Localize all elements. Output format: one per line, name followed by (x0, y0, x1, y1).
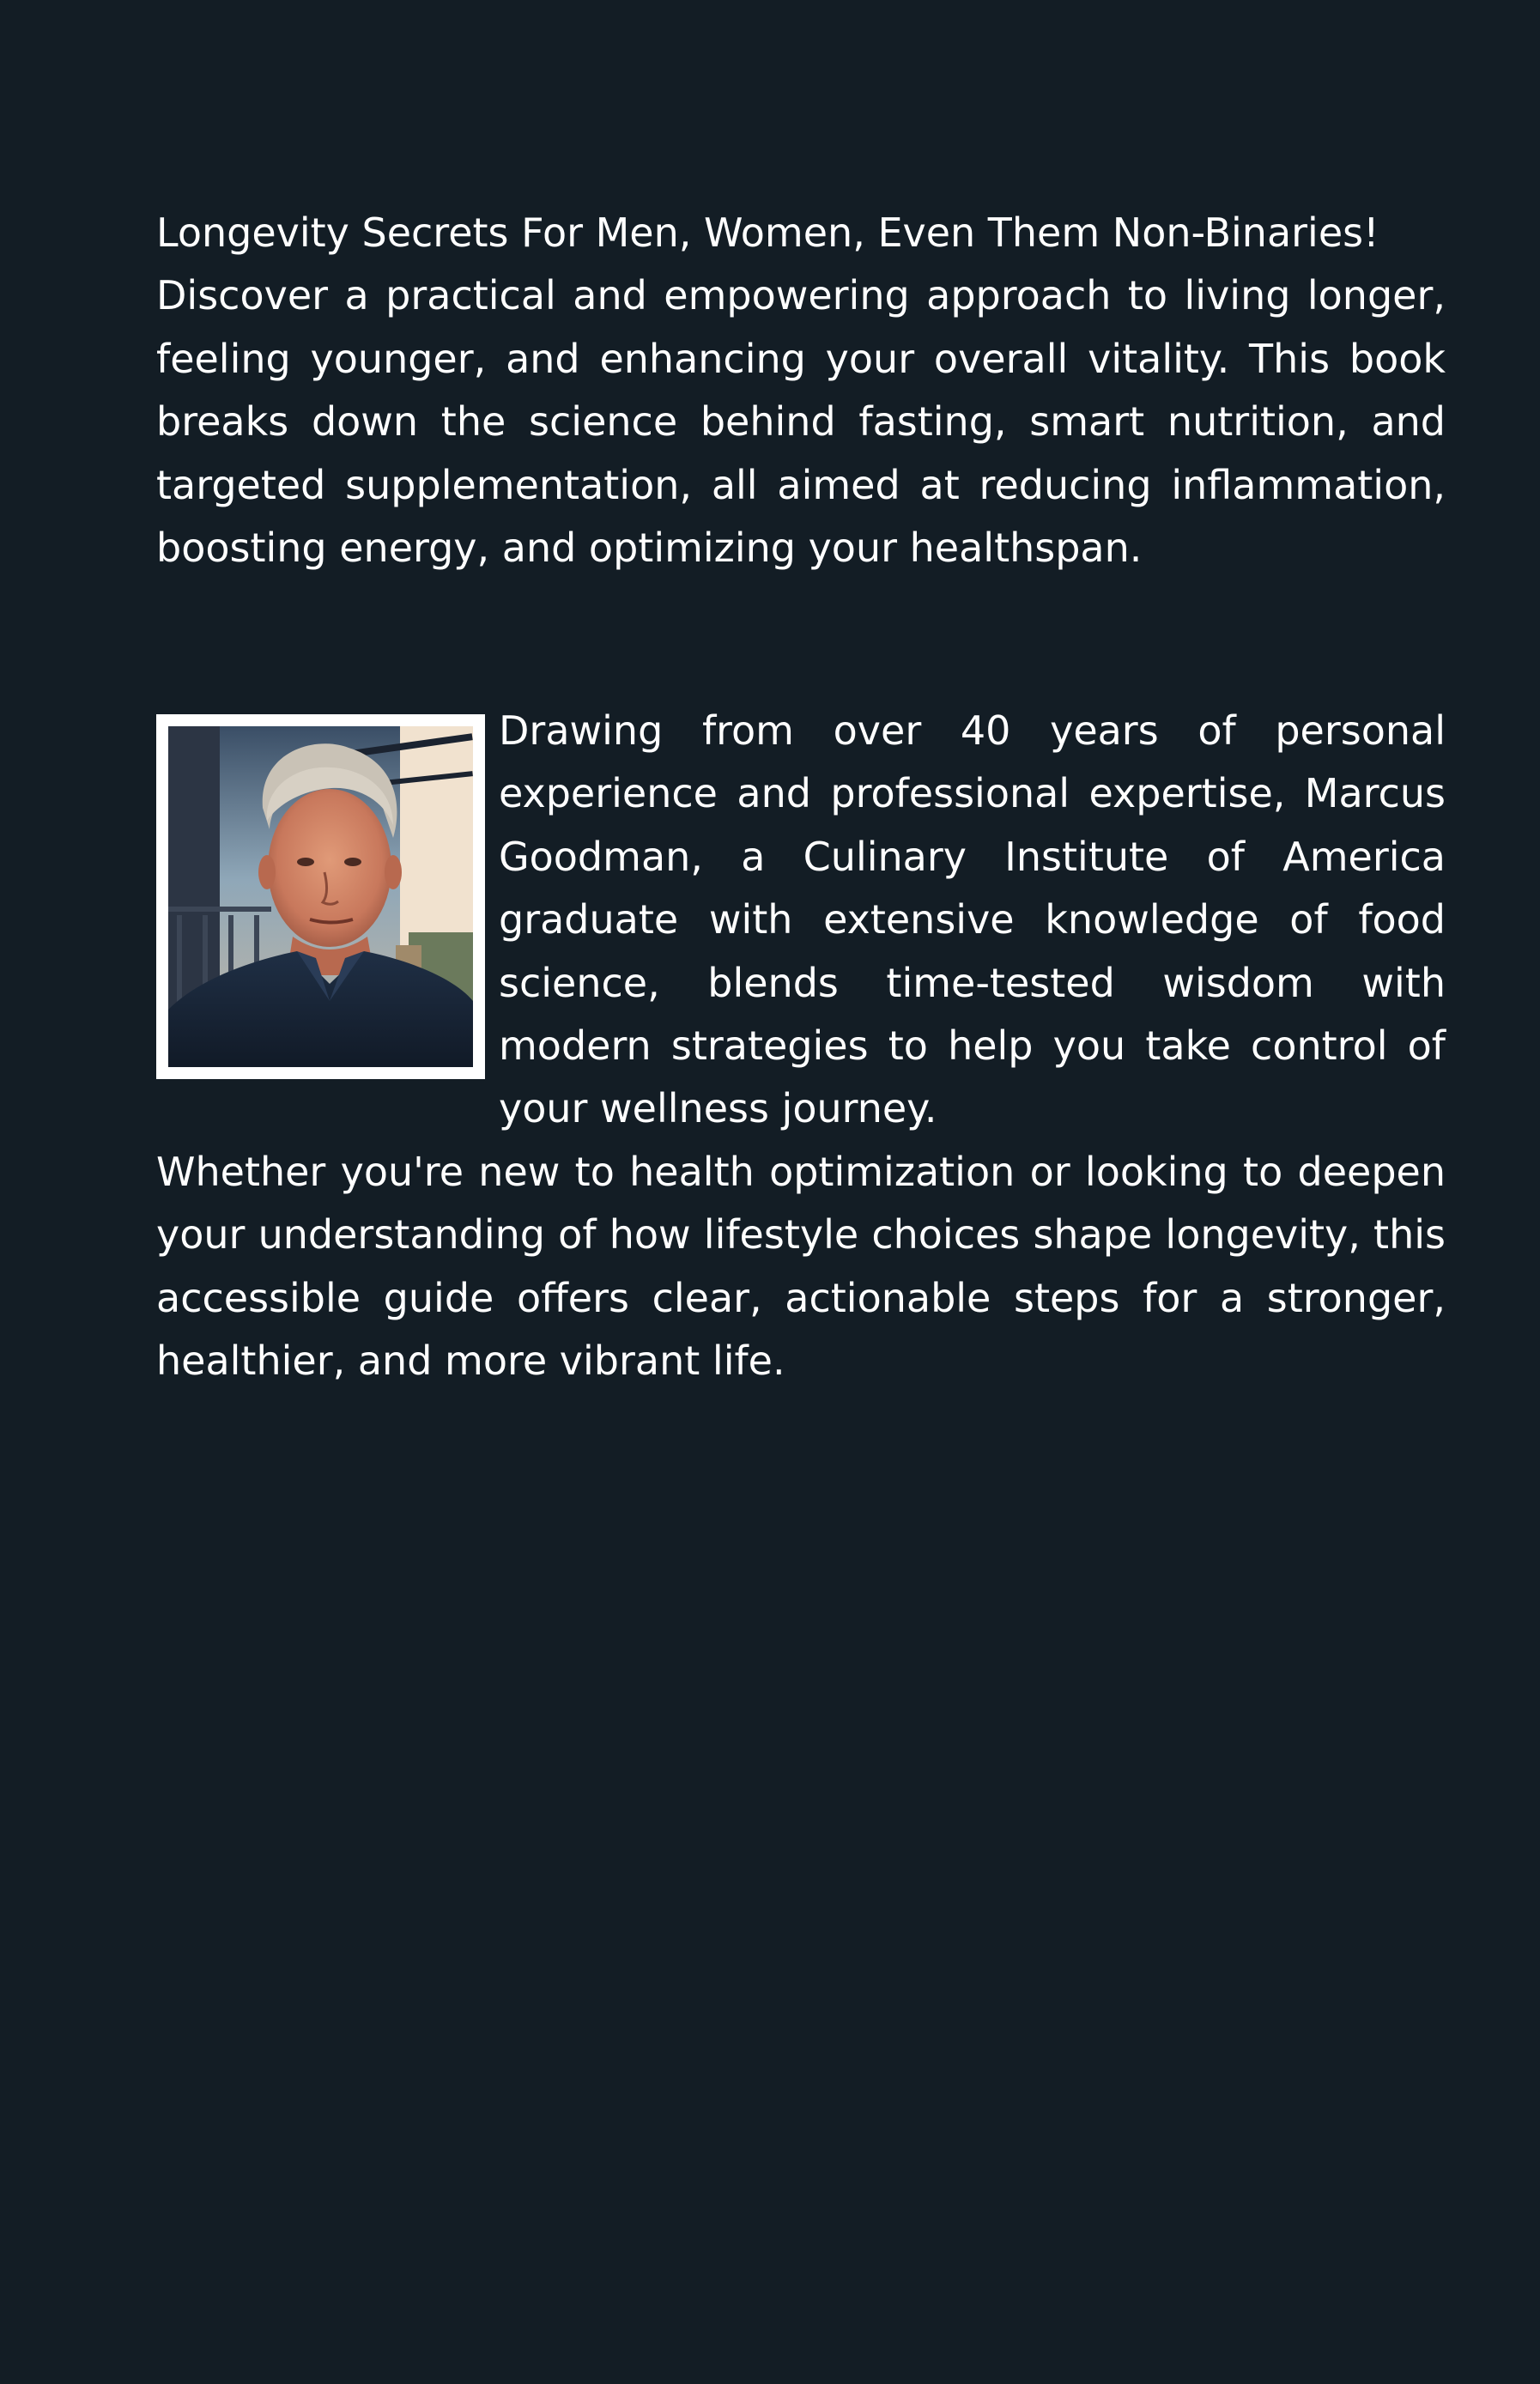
closing-paragraph: Whether you're new to health optimization or looking to deepen your understanding of how lifestyle choices shape longevity, this accessible guide offers clear, actionable steps for a stronger, healthier, and more vibrant life. (156, 1148, 1446, 1385)
book-tagline: Longevity Secrets For Men, Women, Even Them Non-Binaries! (156, 209, 1379, 256)
author-bio-paragraph: Drawing from over 40 years of personal experience and professional expertise, Marcus Goodman, a Culinary Institute of America graduate with extensive knowledge of food science, blends time-tested wisdom with modern strategies to help you take control of your wellness journey. (499, 707, 1446, 1132)
intro-paragraph: Discover a practical and empowering approach to living longer, feeling younger, and enhancing your overall vitality. This book breaks down the science behind fasting, smart nutrition, and targeted supplementation, all aimed at reducing inflammation, boosting energy, and optimizing your healthspan. (156, 272, 1446, 572)
author-portrait-image (168, 726, 473, 1067)
author-bio-section (156, 700, 1446, 1392)
author-photo (156, 714, 485, 1079)
intro-section (156, 202, 1446, 579)
